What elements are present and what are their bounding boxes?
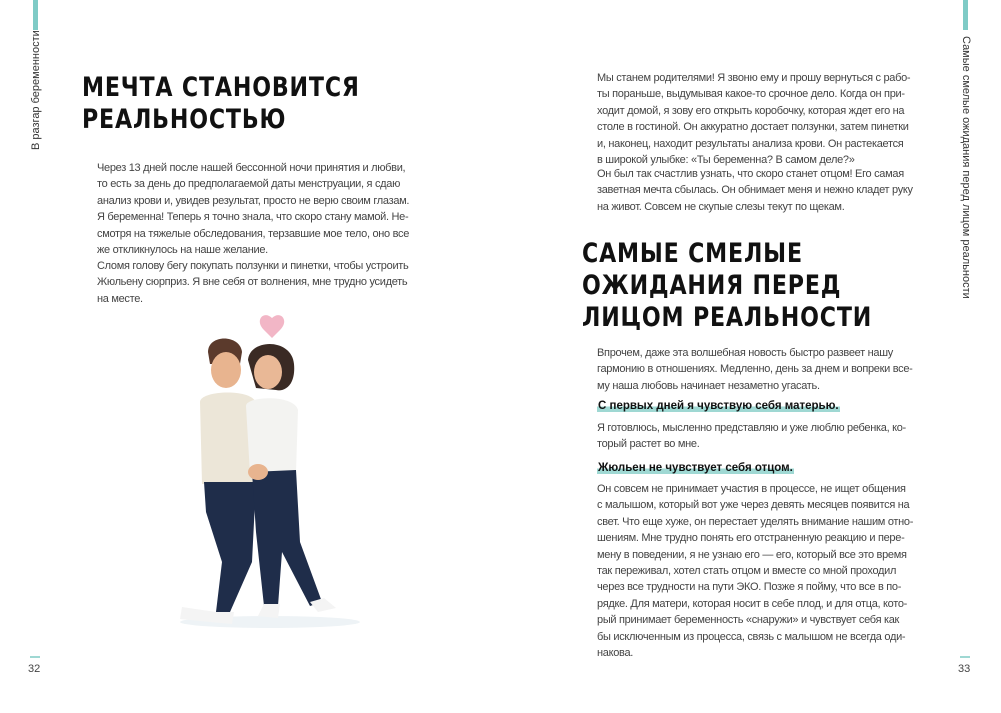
paragraph-mother: Я готовлюсь, мысленно представляю и уже люблю ребенка, ко- торый растет во мне. — [597, 422, 906, 451]
left-paragraph-2: Сломя голову бегу покупать ползунки и пинетки, чтобы устроить Жюльену сюрприз. Я вне себя от волнения, мне трудно усидеть на месте. — [97, 260, 409, 305]
right-accent-bar — [963, 0, 968, 30]
title-line: РЕАЛЬНОСТЬЮ — [82, 104, 287, 135]
title-line: ОЖИДАНИЯ ПЕРЕД — [582, 270, 842, 301]
subhead-father — [597, 458, 794, 476]
right-paragraph-1: Мы станем родителями! Я звоню ему и прошу вернуться с рабо- ты пораньше, выдумывая какое-то срочное дело. Когда он при- ходит домой, я зову его открыть коробочку, которая ждет его на столе в гостиной. Он аккуратно достает ползунки, затем пинетки и, наконец, находит результаты анализа крови. Он растекается в широкой улыбке: «Ты беременна? В самом деле?» — [597, 72, 911, 167]
paragraph-father: Он совсем не принимает участия в процессе, не ищет общения с малышом, который вот уже через девять месяцев появится на свет. Что еще хуже, он перестает уделять внимание нашим отно- шениям. Мне трудно понять его отстраненную реакцию и пере- мену в поведении, я не узнаю его — его, который все это время так переживал, хотел стать отцом и вместе со мной проходил через все трудности на пути ЭКО. Позже я пойму, что все в по- рядке. Для матери, которая носит в себе плод, и для отца, кото- рый принимает беременность «снаружи» и чувствует себя как бы исключенным из процесса, связь с малышом не всегда оди- накова. — [597, 483, 914, 660]
title-line: САМЫЕ СМЕЛЫЕ — [582, 238, 803, 269]
heart-icon — [260, 315, 284, 338]
left-running-head: В разгар беременности — [30, 30, 42, 150]
page-number-right: 33 — [958, 663, 971, 675]
left-paragraph-1: Через 13 дней после нашей бессонной ночи принятия и любви, то есть за день до предполагаемой даты менструации, я сдаю анализ крови и, увидев результат, просто не верю своим глазам. Я беременна! Теперь я точно знала, что скоро стану мамой. Не- смотря на тяжелые обследования, терзавшие мое тело, оно все же откликнулось на наше желание. — [97, 162, 410, 257]
left-accent-bar — [33, 0, 38, 30]
subhead-text: С первых дней я чувствую себя матерью. — [598, 400, 839, 412]
page-number-bar — [30, 656, 40, 658]
subhead-mother — [597, 396, 840, 414]
title-line: ЛИЦОМ РЕАЛЬНОСТИ — [582, 302, 873, 333]
page-number-left: 32 — [28, 663, 41, 675]
right-paragraph-2: Он был так счастлив узнать, что скоро станет отцом! Его самая заветная мечта сбылась. Он обнимает меня и нежно кладет руку на живот. Совсем не скупые слезы текут по щекам. — [597, 168, 913, 213]
title-line: МЕЧТА СТАНОВИТСЯ — [82, 72, 360, 103]
right-title — [582, 238, 872, 334]
intro-paragraph: Впрочем, даже эта волшебная новость быстро развеет нашу гармонию в отношениях. Медленно, день за днем и вопреки все- му наша любовь начинает незаметно угасать. — [597, 347, 913, 392]
couple-illustration — [160, 312, 390, 642]
right-running-head: Самые смелые ожидания перед лицом реальности — [960, 36, 972, 299]
left-title — [82, 72, 360, 136]
page-number-bar — [960, 656, 970, 658]
subhead-text: Жюльен не чувствует себя отцом. — [598, 462, 793, 474]
